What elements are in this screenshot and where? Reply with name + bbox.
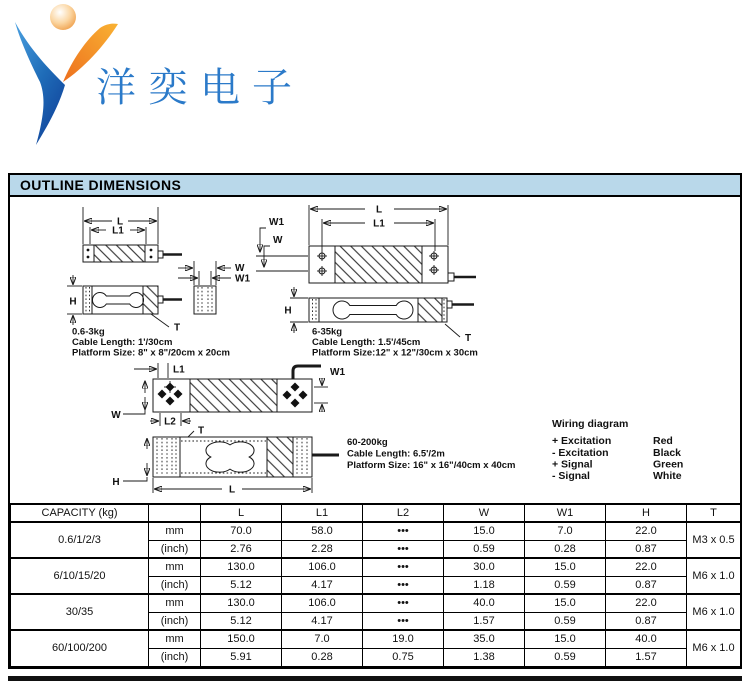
col-header-unit <box>149 504 201 522</box>
unit-cell: (inch) <box>149 540 201 558</box>
dim-label-L1: L1 <box>112 225 124 237</box>
drawing-large-cell <box>111 363 515 496</box>
unit-cell: mm <box>149 594 201 612</box>
small-cell-capacity: 0.6-3kg <box>72 326 105 338</box>
value-cell: 19.0 <box>363 630 444 648</box>
dim-label-W1: W1 <box>235 273 250 285</box>
thread-cell: M3 x 0.5 <box>687 522 741 558</box>
col-header-W1: W1 <box>525 504 606 522</box>
value-cell: 15.0 <box>444 522 525 540</box>
value-cell: 5.12 <box>201 612 282 630</box>
table-header-row <box>11 504 741 522</box>
table-row <box>11 558 741 576</box>
col-header-H: H <box>606 504 687 522</box>
value-cell: 15.0 <box>525 558 606 576</box>
company-name: 洋奕电子 <box>96 66 304 110</box>
table-row <box>11 630 741 648</box>
col-header-L2: L2 <box>363 504 444 522</box>
value-cell: 5.12 <box>201 576 282 594</box>
dim-label-H: H <box>284 305 292 317</box>
value-cell: 40.0 <box>606 630 687 648</box>
large-cell-cable-length: Cable Length: 6.5'/2m <box>347 448 445 460</box>
col-header-L1: L1 <box>282 504 363 522</box>
value-cell: ••• <box>363 612 444 630</box>
dim-label-L2: L2 <box>164 416 176 428</box>
value-cell: 0.87 <box>606 612 687 630</box>
value-cell: 7.0 <box>525 522 606 540</box>
dim-label-W1: W1 <box>330 367 345 378</box>
small-cell-platform-size: Platform Size: 8" x 8"/20cm x 20cm <box>72 347 230 359</box>
wiring-color: Red <box>653 435 673 447</box>
value-cell: 0.59 <box>525 612 606 630</box>
dim-label-L1: L1 <box>373 218 385 230</box>
dim-label-W: W <box>235 263 245 274</box>
value-cell: 30.0 <box>444 558 525 576</box>
value-cell: 5.91 <box>201 648 282 666</box>
wiring-color: White <box>653 470 682 482</box>
value-cell: ••• <box>363 522 444 540</box>
drawing-medium-cell <box>256 205 478 359</box>
dim-label-H: H <box>69 296 77 308</box>
value-cell: 0.87 <box>606 576 687 594</box>
dim-label-L: L <box>375 204 383 216</box>
value-cell: 15.0 <box>525 630 606 648</box>
value-cell: ••• <box>363 576 444 594</box>
value-cell: 150.0 <box>201 630 282 648</box>
dim-label-T: T <box>465 333 472 344</box>
unit-cell: mm <box>149 558 201 576</box>
capacity-cell: 30/35 <box>11 594 149 630</box>
value-cell: 1.57 <box>606 648 687 666</box>
wiring-label: - Signal <box>552 470 590 482</box>
value-cell: 0.59 <box>444 540 525 558</box>
value-cell: ••• <box>363 540 444 558</box>
medium-cell-capacity: 6-35kg <box>312 326 343 338</box>
value-cell: 106.0 <box>282 594 363 612</box>
capacity-cell: 60/100/200 <box>11 630 149 666</box>
value-cell: 0.28 <box>525 540 606 558</box>
unit-cell: (inch) <box>149 576 201 594</box>
unit-cell: (inch) <box>149 648 201 666</box>
unit-cell: mm <box>149 630 201 648</box>
value-cell: 15.0 <box>525 594 606 612</box>
value-cell: 1.38 <box>444 648 525 666</box>
wiring-color: Black <box>653 447 682 459</box>
dim-label-W1: W1 <box>269 217 284 228</box>
large-cell-capacity: 60-200kg <box>347 437 388 448</box>
dimensions-table <box>10 503 741 667</box>
wiring-diagram <box>552 418 683 482</box>
value-cell: 0.59 <box>525 576 606 594</box>
value-cell: 4.17 <box>282 576 363 594</box>
value-cell: 0.87 <box>606 540 687 558</box>
medium-cell-platform-size: Platform Size:12" x 12"/30cm x 30cm <box>312 347 478 359</box>
dim-label-L1: L1 <box>173 364 185 376</box>
wiring-color: Green <box>653 458 684 471</box>
value-cell: 22.0 <box>606 558 687 576</box>
value-cell: 22.0 <box>606 594 687 612</box>
value-cell: 130.0 <box>201 558 282 576</box>
value-cell: 7.0 <box>282 630 363 648</box>
col-header-capacity: CAPACITY (kg) <box>11 504 149 522</box>
col-header-T: T <box>687 504 741 522</box>
wiring-label: + Excitation <box>552 435 612 447</box>
bottom-divider <box>8 676 742 681</box>
technical-drawings <box>10 197 740 503</box>
value-cell: 40.0 <box>444 594 525 612</box>
small-cell-cable-length: Cable Length: 1'/30cm <box>72 337 173 348</box>
thread-cell: M6 x 1.0 <box>687 594 741 630</box>
value-cell: 22.0 <box>606 522 687 540</box>
col-header-L: L <box>201 504 282 522</box>
drawing-area <box>10 197 740 503</box>
dim-label-W: W <box>111 410 121 421</box>
value-cell: 2.76 <box>201 540 282 558</box>
panel-header <box>10 175 740 197</box>
drawing-small-cell <box>67 207 250 359</box>
dim-label-L: L <box>116 216 124 228</box>
medium-cell-cable-length: Cable Length: 1.5'/45cm <box>312 337 421 348</box>
value-cell: 1.57 <box>444 612 525 630</box>
capacity-cell: 6/10/15/20 <box>11 558 149 594</box>
outline-dimensions-panel <box>8 173 742 669</box>
value-cell: 106.0 <box>282 558 363 576</box>
value-cell: 2.28 <box>282 540 363 558</box>
wiring-label: + Signal <box>552 458 593 471</box>
value-cell: 70.0 <box>201 522 282 540</box>
value-cell: ••• <box>363 558 444 576</box>
unit-cell: (inch) <box>149 612 201 630</box>
value-cell: 0.28 <box>282 648 363 666</box>
value-cell: 58.0 <box>282 522 363 540</box>
value-cell: 130.0 <box>201 594 282 612</box>
panel-title: OUTLINE DIMENSIONS <box>20 177 182 193</box>
value-cell: 35.0 <box>444 630 525 648</box>
value-cell: 4.17 <box>282 612 363 630</box>
capacity-cell: 0.6/1/2/3 <box>11 522 149 558</box>
table-row <box>11 594 741 612</box>
wiring-title: Wiring diagram <box>552 418 629 430</box>
thread-cell: M6 x 1.0 <box>687 630 741 666</box>
value-cell: 1.18 <box>444 576 525 594</box>
dim-label-H: H <box>112 477 120 488</box>
dim-label-T: T <box>174 322 181 334</box>
col-header-W: W <box>444 504 525 522</box>
dim-label-T: T <box>198 425 205 437</box>
table-row <box>11 522 741 540</box>
dim-label-W: W <box>273 235 283 246</box>
value-cell: 0.75 <box>363 648 444 666</box>
unit-cell: mm <box>149 522 201 540</box>
dim-label-L: L <box>228 484 236 496</box>
value-cell: ••• <box>363 594 444 612</box>
wiring-label: - Excitation <box>552 447 609 459</box>
value-cell: 0.59 <box>525 648 606 666</box>
thread-cell: M6 x 1.0 <box>687 558 741 594</box>
large-cell-platform-size: Platform Size: 16" x 16"/40cm x 40cm <box>347 460 516 471</box>
